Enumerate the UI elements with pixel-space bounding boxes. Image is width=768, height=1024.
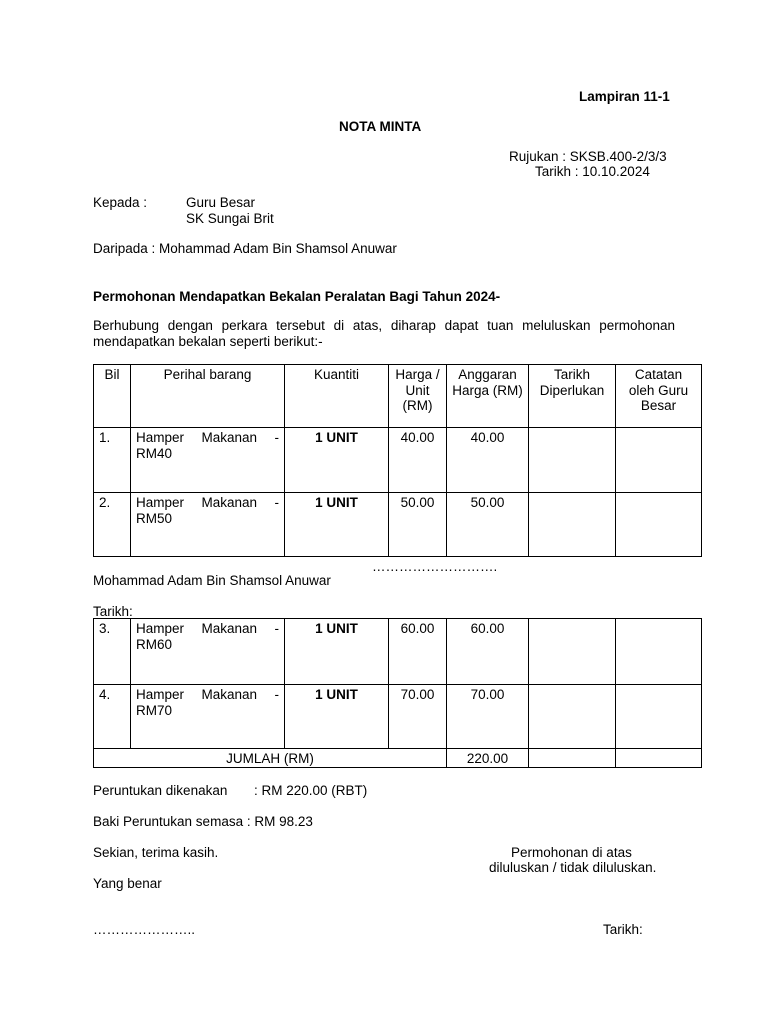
peruntukan-value: : RM 220.00 (RBT): [254, 783, 368, 798]
row-kuantiti: 1 UNIT: [285, 619, 389, 685]
lampiran-label: Lampiran 11-1: [579, 89, 670, 104]
rujukan-line: Rujukan : SKSB.400-2/3/3: [509, 149, 667, 164]
row-perihal: Hamper Makanan - RM40: [131, 428, 285, 493]
header-kuantiti: Kuantiti: [285, 365, 389, 428]
row-bil: 4.: [94, 685, 131, 749]
header-catatan: Catatan oleh Guru Besar: [616, 365, 702, 428]
approval-line-1: Permohonan di atas: [511, 845, 632, 860]
sender-line: Daripada : Mohammad Adam Bin Shamsol Anuwar: [93, 241, 397, 256]
header-anggaran: Anggaran Harga (RM): [447, 365, 529, 428]
row-bil: 3.: [94, 619, 131, 685]
row-tarikh: [529, 493, 616, 557]
intro-paragraph: Berhubung dengan perkara tersebut di atas, diharap dapat tuan meluluskan permohonan mendapatkan bekalan seperti berikut:-: [93, 318, 675, 349]
recipient-line-2: SK Sungai Brit: [186, 211, 274, 226]
row-catatan: [616, 619, 702, 685]
row-tarikh: [529, 619, 616, 685]
jumlah-value: 220.00: [447, 749, 529, 768]
row-catatan: [616, 685, 702, 749]
signature-dots: ……………………….: [372, 559, 498, 574]
row-perihal: Hamper Makanan - RM50: [131, 493, 285, 557]
header-harga: Harga / Unit (RM): [389, 365, 447, 428]
row-kuantiti: 1 UNIT: [285, 685, 389, 749]
kepada-label: Kepada :: [93, 195, 148, 210]
closing-dots: …………………..: [93, 922, 196, 937]
row-anggaran: 60.00: [447, 619, 529, 685]
row-anggaran: 40.00: [447, 428, 529, 493]
row-harga: 40.00: [389, 428, 447, 493]
row-harga: 70.00: [389, 685, 447, 749]
header-perihal: Perihal barang: [131, 365, 285, 428]
header-tarikh: Tarikh Diperlukan: [529, 365, 616, 428]
header-bil: Bil: [94, 365, 131, 428]
table-row: [94, 428, 702, 493]
row-kuantiti: 1 UNIT: [285, 493, 389, 557]
closing-yang-benar: Yang benar: [93, 876, 162, 891]
recipient-line-1: Guru Besar: [186, 195, 256, 210]
closing-thanks: Sekian, terima kasih.: [93, 845, 219, 860]
row-harga: 50.00: [389, 493, 447, 557]
table-total-row: [94, 749, 702, 768]
row-tarikh: [529, 685, 616, 749]
table-header-row: [94, 365, 702, 428]
row-perihal: Hamper Makanan - RM60: [131, 619, 285, 685]
table-row: [94, 685, 702, 749]
request-table-part-1: [93, 364, 702, 557]
table-row: [94, 493, 702, 557]
baki-line: Baki Peruntukan semasa : RM 98.23: [93, 814, 313, 829]
jumlah-catatan: [616, 749, 702, 768]
row-bil: 1.: [94, 428, 131, 493]
jumlah-label: JUMLAH (RM): [94, 749, 447, 768]
jumlah-tarikh: [529, 749, 616, 768]
row-catatan: [616, 493, 702, 557]
signature-tarikh: Tarikh:: [93, 604, 133, 619]
document-title: NOTA MINTA: [339, 119, 422, 134]
row-catatan: [616, 428, 702, 493]
row-anggaran: 50.00: [447, 493, 529, 557]
row-bil: 2.: [94, 493, 131, 557]
subject-line: Permohonan Mendapatkan Bekalan Peralatan Bagi Tahun 2024-: [93, 289, 501, 304]
request-table-part-2: [93, 618, 702, 768]
row-anggaran: 70.00: [447, 685, 529, 749]
row-tarikh: [529, 428, 616, 493]
row-harga: 60.00: [389, 619, 447, 685]
approval-tarikh: Tarikh:: [603, 922, 643, 937]
signature-name: Mohammad Adam Bin Shamsol Anuwar: [93, 573, 331, 588]
table-row: [94, 619, 702, 685]
peruntukan-label: Peruntukan dikenakan: [93, 783, 228, 798]
tarikh-line: Tarikh : 10.10.2024: [535, 164, 650, 179]
row-perihal: Hamper Makanan - RM70: [131, 685, 285, 749]
row-kuantiti: 1 UNIT: [285, 428, 389, 493]
approval-line-2: diluluskan / tidak diluluskan.: [489, 860, 657, 875]
